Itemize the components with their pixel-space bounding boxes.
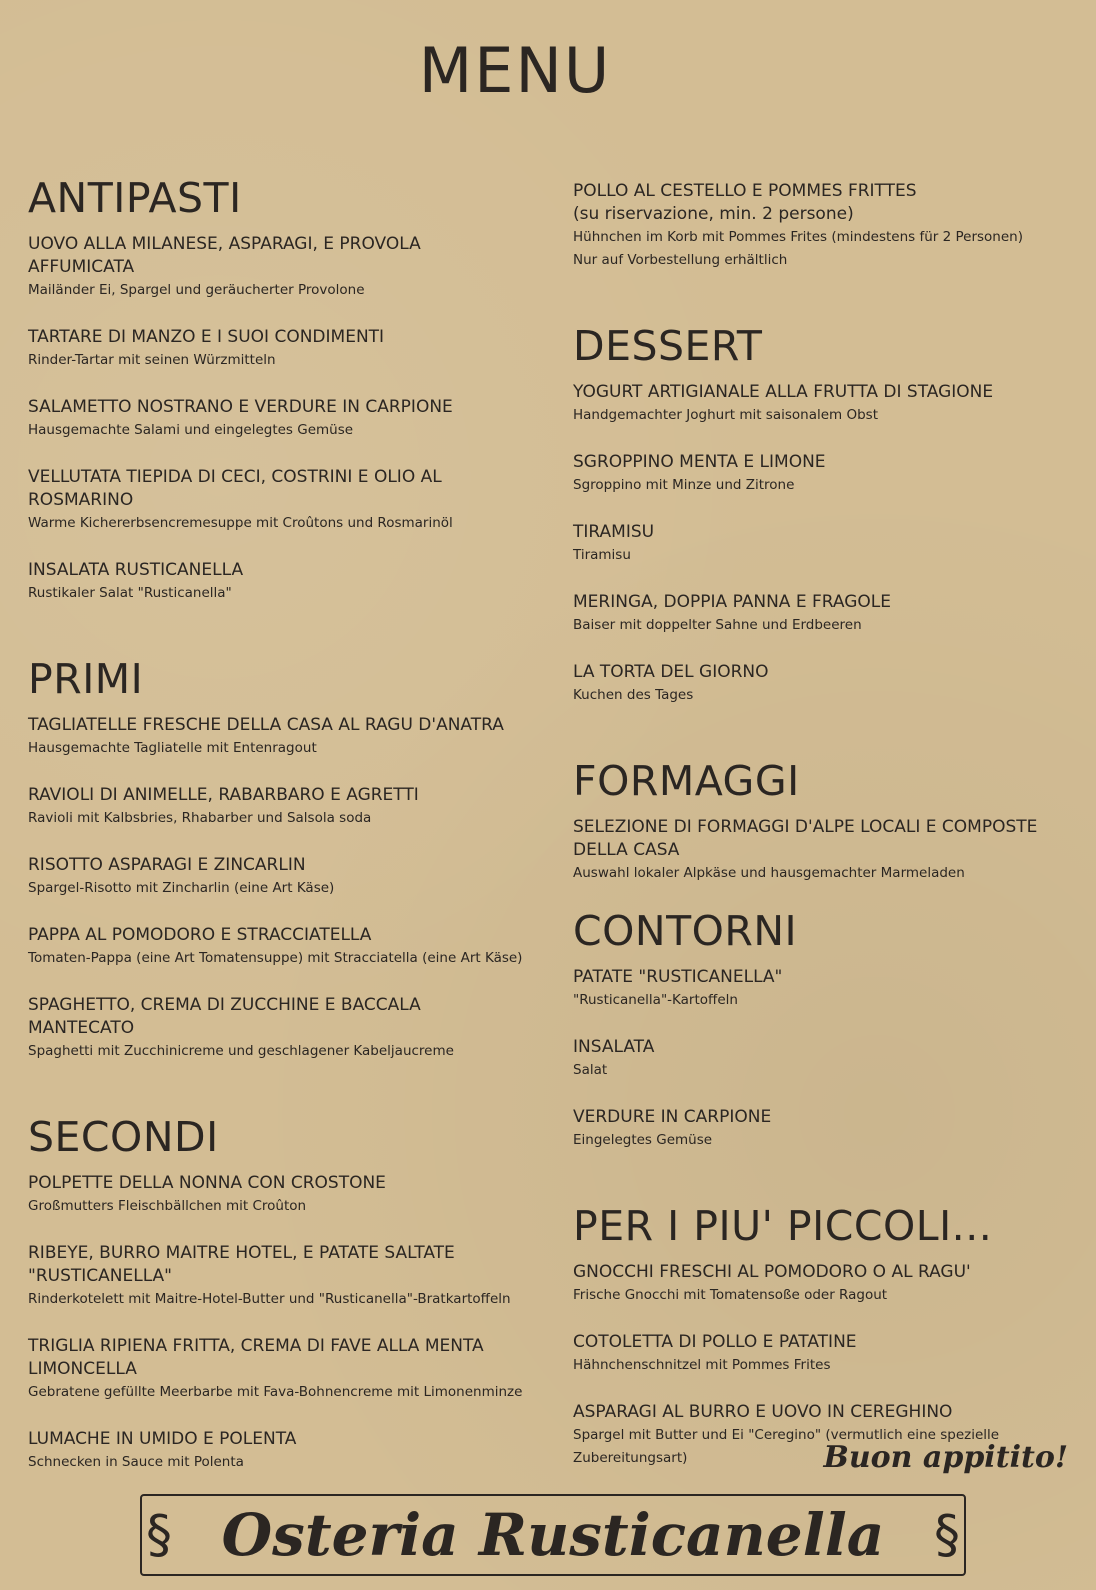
menu-item	[573, 1036, 1043, 1082]
section-dessert	[573, 324, 1043, 707]
scroll-ornament-icon: §	[934, 1505, 960, 1565]
menu-item	[573, 1106, 1043, 1152]
item-description: Ravioli mit Kalbsbries, Rhabarber und Salsola soda	[28, 810, 372, 827]
menu-item	[28, 233, 528, 302]
item-description: Hähnchenschnitzel mit Pommes Frites	[573, 1357, 831, 1374]
item-description: Schnecken in Sauce mit Polenta	[28, 1454, 244, 1471]
menu-item	[28, 1335, 528, 1404]
item-description: Sgroppino mit Minze und Zitrone	[573, 477, 795, 494]
item-description: Spargel mit Butter und Ei "Ceregino" (vermutlich eine spezielle Zubereitungsart)	[573, 1427, 1000, 1467]
item-name: UOVO ALLA MILANESE, ASPARAGI, E PROVOLA AFFUMICATA	[28, 234, 421, 278]
menu-item	[28, 466, 528, 535]
item-description: Eingelegtes Gemüse	[573, 1132, 713, 1149]
menu-item	[28, 1172, 528, 1218]
menu-item	[573, 661, 1043, 707]
item-description: Tomaten-Pappa (eine Art Tomatensuppe) mit Stracciatella (eine Art Käse)	[28, 950, 523, 967]
item-description: Auswahl lokaler Alpkäse und hausgemachter Marmeladen	[573, 865, 965, 882]
item-description: Spaghetti mit Zucchinicreme und geschlagener Kabeljaucreme	[28, 1043, 454, 1060]
menu-item	[573, 451, 1043, 497]
category-heading: FORMAGGI	[573, 757, 800, 806]
menu-item	[573, 591, 1043, 637]
item-description: Hausgemachte Tagliatelle mit Entenragout	[28, 740, 317, 757]
menu-item	[28, 1428, 528, 1474]
item-description: Gebratene gefüllte Meerbarbe mit Fava-Bohnencreme mit Limonenminze	[28, 1384, 523, 1401]
item-description: Mailänder Ei, Spargel und geräucherter Provolone	[28, 282, 365, 299]
item-name: TIRAMISU	[573, 522, 655, 543]
right-column	[573, 180, 1043, 1522]
item-name: PAPPA AL POMODORO E STRACCIATELLA	[28, 925, 372, 946]
menu-item	[28, 559, 528, 605]
category-heading: PRIMI	[28, 655, 144, 704]
item-name: TAGLIATELLE FRESCHE DELLA CASA AL RAGU D'ANATRA	[28, 715, 504, 736]
menu-item	[573, 966, 1043, 1012]
menu-item	[28, 854, 528, 900]
item-name: TARTARE DI MANZO E I SUOI CONDIMENTI	[28, 327, 385, 348]
item-name: SPAGHETTO, CREMA DI ZUCCHINE E BACCALA MANTECATO	[28, 995, 421, 1039]
menu-item	[573, 1331, 1043, 1377]
section-kids	[573, 1204, 1043, 1470]
section-antipasti	[28, 176, 528, 605]
item-name: VERDURE IN CARPIONE	[573, 1107, 772, 1128]
left-column	[28, 176, 528, 1526]
category-heading: SECONDI	[28, 1113, 219, 1162]
item-description: Kuchen des Tages	[573, 687, 694, 704]
item-description: Handgemachter Joghurt mit saisonalem Obst	[573, 407, 879, 424]
category-heading: PER I PIU' PICCOLI...	[573, 1202, 993, 1251]
item-name: POLPETTE DELLA NONNA CON CROSTONE	[28, 1173, 386, 1194]
item-description: Großmutters Fleischbällchen mit Croûton	[28, 1198, 307, 1215]
item-name: GNOCCHI FRESCHI AL POMODORO O AL RAGU'	[573, 1262, 971, 1283]
restaurant-name: Osteria Rusticanella	[221, 1501, 885, 1569]
item-description: Hühnchen im Korb mit Pommes Frites (mindestens für 2 Personen)	[573, 229, 1023, 245]
item-description-note: Nur auf Vorbestellung erhältlich	[573, 252, 788, 268]
item-description: Tiramisu	[573, 547, 631, 564]
item-name: YOGURT ARTIGIANALE ALLA FRUTTA DI STAGIONE	[573, 382, 994, 403]
section-secondi	[28, 1115, 528, 1474]
category-heading: DESSERT	[573, 322, 763, 370]
item-name: INSALATA RUSTICANELLA	[28, 560, 244, 581]
item-name: RISOTTO ASPARAGI E ZINCARLIN	[28, 855, 306, 876]
item-name: VELLUTATA TIEPIDA DI CECI, COSTRINI E OLIO AL ROSMARINO	[28, 467, 442, 511]
item-name: LA TORTA DEL GIORNO	[573, 662, 769, 683]
menu-item	[573, 381, 1043, 427]
menu-item	[573, 521, 1043, 567]
item-name: ASPARAGI AL BURRO E UOVO IN CEREGHINO	[573, 1402, 953, 1423]
item-name: MERINGA, DOPPIA PANNA E FRAGOLE	[573, 592, 891, 613]
menu-item	[28, 1242, 528, 1311]
item-name: INSALATA	[573, 1037, 655, 1058]
item-note: (su riservazione, min. 2 persone)	[573, 204, 854, 224]
category-heading: ANTIPASTI	[28, 174, 242, 222]
item-name: SALAMETTO NOSTRANO E VERDURE IN CARPIONE	[28, 397, 453, 418]
item-name: LUMACHE IN UMIDO E POLENTA	[28, 1429, 297, 1450]
menu-item	[28, 396, 528, 442]
item-description: Frische Gnocchi mit Tomatensoße oder Ragout	[573, 1287, 888, 1304]
item-description: Rustikaler Salat "Rusticanella"	[28, 585, 232, 602]
menu-item	[28, 924, 528, 970]
item-name: TRIGLIA RIPIENA FRITTA, CREMA DI FAVE ALLA MENTA LIMONCELLA	[28, 1336, 484, 1380]
item-name: SELEZIONE DI FORMAGGI D'ALPE LOCALI E COMPOSTE DELLA CASA	[573, 817, 1038, 861]
menu-item	[28, 994, 528, 1063]
item-name: COTOLETTA DI POLLO E PATATINE	[573, 1332, 857, 1353]
item-name: RIBEYE, BURRO MAITRE HOTEL, E PATATE SALTATE "RUSTICANELLA"	[28, 1243, 455, 1287]
signoff-text: Buon appitito!	[823, 1440, 1068, 1475]
item-description: "Rusticanella"-Kartoffeln	[573, 992, 738, 1009]
item-description: Rinderkotelett mit Maitre-Hotel-Butter und "Rusticanella"-Bratkartoffeln	[28, 1291, 511, 1308]
menu-item	[573, 180, 1043, 272]
item-description: Warme Kichererbsencremesuppe mit Croûtons und Rosmarinöl	[28, 515, 453, 532]
menu-item	[28, 714, 528, 760]
item-name: SGROPPINO MENTA E LIMONE	[573, 452, 826, 473]
menu-item	[573, 1261, 1043, 1307]
item-name: POLLO AL CESTELLO E POMMES FRITTES	[573, 181, 917, 201]
scroll-ornament-icon: §	[146, 1505, 172, 1565]
section-secondi-continued	[573, 180, 1043, 272]
restaurant-banner	[140, 1494, 966, 1576]
item-description: Baiser mit doppelter Sahne und Erdbeeren	[573, 617, 862, 634]
menu-title: MENU	[418, 34, 612, 107]
item-description: Salat	[573, 1062, 608, 1079]
item-description: Hausgemachte Salami und eingelegtes Gemüse	[28, 422, 354, 439]
menu-item	[28, 326, 528, 372]
item-description: Rinder-Tartar mit seinen Würzmitteln	[28, 352, 276, 369]
menu-item	[573, 816, 1043, 885]
item-name: PATATE "RUSTICANELLA"	[573, 967, 783, 988]
item-name: RAVIOLI DI ANIMELLE, RABARBARO E AGRETTI	[28, 785, 419, 806]
menu-item	[28, 784, 528, 830]
item-description: Spargel-Risotto mit Zincharlin (eine Art Käse)	[28, 880, 335, 897]
section-contorni	[573, 909, 1043, 1152]
section-formaggi	[573, 759, 1043, 885]
category-heading: CONTORNI	[573, 907, 798, 956]
section-primi	[28, 657, 528, 1063]
